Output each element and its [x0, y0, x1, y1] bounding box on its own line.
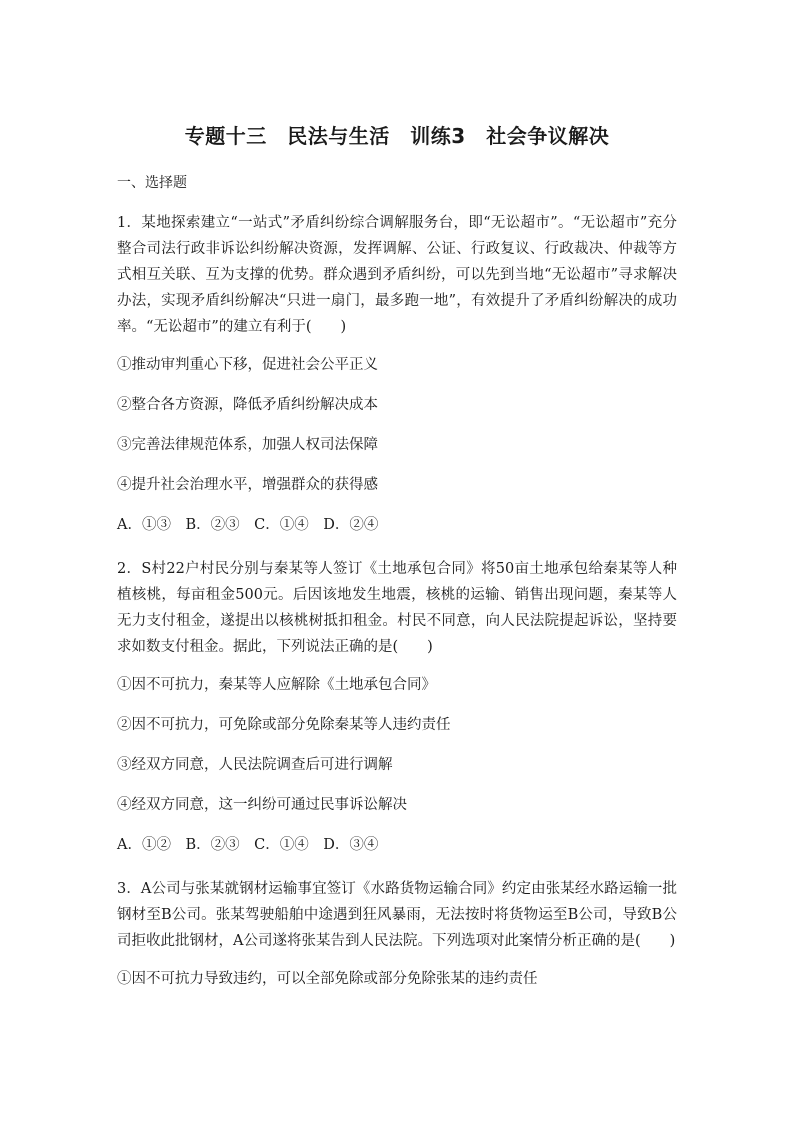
- question-stem: 2．S村22户村民分别与秦某等人签订《土地承包合同》将50亩土地承包给秦某等人种植核桃，每亩租金500元。后因该地发生地震，核桃的运输、销售出现问题，秦某等人无力支付租金，遂提出以核桃树抵扣租金。村民不同意，向人民法院提起诉讼，坚持要求如数支付租金。据此，下列说法正确的是( ): [117, 561, 677, 655]
- option-item: ③经双方同意，人民法院调查后可进行调解: [117, 757, 393, 773]
- section-heading: 一、选择题: [117, 175, 187, 191]
- option-item: ①因不可抗力导致违约，可以全部免除或部分免除张某的违约责任: [117, 971, 538, 987]
- option-item: ②因不可抗力，可免除或部分免除秦某等人违约责任: [117, 717, 451, 733]
- option-item: ②整合各方资源，降低矛盾纠纷解决成本: [117, 397, 378, 413]
- option-item: ④提升社会治理水平，增强群众的获得感: [117, 477, 378, 493]
- question-stem: 3．A公司与张某就钢材运输事宜签订《水路货物运输合同》约定由张某经水路运输一批钢材至B公司。张某驾驶船舶中途遇到狂风暴雨，无法按时将货物运至B公司，导致B公司拒收此批钢材，A公司遂将张某告到人民法院。下列选项对此案情分析正确的是( ): [117, 881, 677, 949]
- option-item: ④经双方同意，这一纠纷可通过民事诉讼解决: [117, 797, 407, 813]
- page-title: 专题十三 民法与生活 训练3 社会争议解决: [184, 124, 610, 148]
- question-1: [117, 210, 677, 538]
- answer-choices: A．①③ B．②③ C．①④ D．②④: [117, 517, 379, 533]
- option-item: ①因不可抗力，秦某等人应解除《土地承包合同》: [117, 677, 436, 693]
- answer-choices: A．①② B．②③ C．①④ D．③④: [117, 837, 379, 853]
- option-item: ③完善法律规范体系，加强人权司法保障: [117, 437, 378, 453]
- question-2: [117, 556, 677, 858]
- question-stem: 1．某地探索建立“一站式”矛盾纠纷综合调解服务台，即“无讼超市”。“无讼超市”充分整合司法行政非诉讼纠纷解决资源，发挥调解、公证、行政复议、行政裁决、仲裁等方式相互关联、互为支撑的优势。群众遇到矛盾纠纷，可以先到当地“无讼超市”寻求解决办法，实现矛盾纠纷解决“只进一扇门，最多跑一地”，有效提升了矛盾纠纷解决的成功率。“无讼超市”的建立有利于( ): [117, 215, 677, 335]
- questions-container: [117, 210, 677, 1006]
- question-3: [117, 876, 677, 992]
- option-item: ①推动审判重心下移，促进社会公平正义: [117, 357, 378, 373]
